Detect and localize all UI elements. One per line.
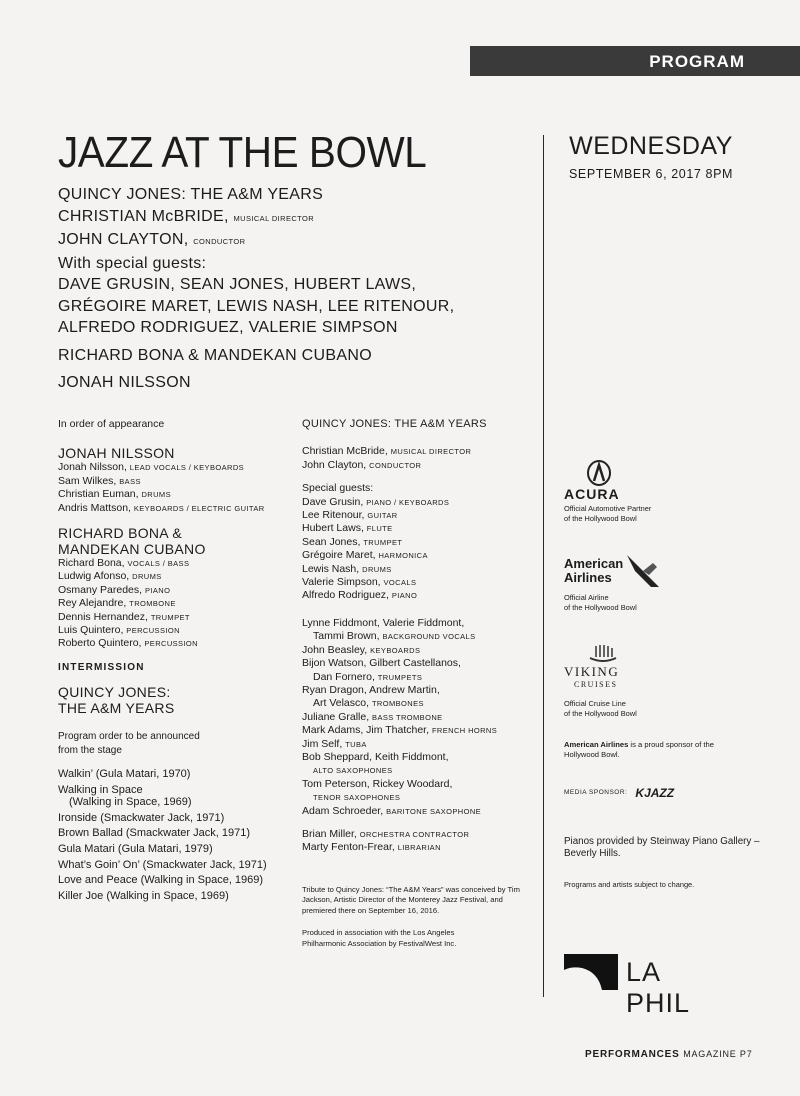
- list-item: Lee Ritenour, GUITAR: [302, 509, 398, 522]
- list-item: (Walking in Space, 1969): [69, 796, 192, 809]
- list-item: Bob Sheppard, Keith Fiddmont,: [302, 750, 449, 763]
- page-footer: [585, 1049, 753, 1060]
- aa-sponsor-note: American Airlines is a proud sponsor of the Hollywood Bowl.: [564, 740, 714, 759]
- list-item: Valerie Simpson, VOCALS: [302, 576, 417, 589]
- list-item: Brian Miller, ORCHESTRA CONTRACTOR: [302, 827, 470, 840]
- list-item: Ryan Dragon, Andrew Martin,: [302, 683, 440, 696]
- magazine-name: PERFORMANCES: [585, 1049, 680, 1060]
- list-item: Sean Jones, TRUMPET: [302, 535, 403, 548]
- acura-icon: [586, 460, 764, 489]
- setlist: [58, 767, 288, 904]
- headline-guests-intro: With special guests:: [58, 254, 207, 272]
- acura-logo: ACURA: [564, 486, 620, 502]
- headline-mcbride: [58, 206, 528, 230]
- list-item: Hubert Laws, FLUTE: [302, 522, 393, 535]
- aa-logo: American Airlines: [564, 556, 624, 585]
- subject-note: Programs and artists subject to change.: [564, 880, 695, 889]
- viking-text: of the Hollywood Bowl: [564, 709, 637, 718]
- guests-list: [302, 496, 534, 603]
- list-item: Osmany Paredes, PIANO: [58, 583, 171, 596]
- list-item: Dan Fornero, TRUMPETS: [313, 670, 423, 683]
- aa-text: of the Hollywood Bowl: [564, 603, 637, 612]
- viking-logo: VIKING CRUISES: [564, 664, 620, 689]
- la-phil-logo: [562, 950, 732, 1018]
- list-item: Luis Quintero, PERCUSSION: [58, 624, 180, 637]
- list-item: Gula Matari (Gula Matari, 1979): [58, 843, 213, 856]
- list-item: Ironside (Smackwater Jack, 1971): [58, 811, 225, 824]
- list-item: Adam Schroeder, BARITONE SAXOPHONE: [302, 804, 482, 817]
- band-list: [302, 617, 534, 818]
- page-number: MAGAZINE P7: [683, 1049, 753, 1059]
- list-item: Dave Grusin, PIANO / KEYBOARDS: [302, 495, 450, 508]
- list-item: ALTO SAXOPHONES: [313, 766, 393, 776]
- la-phil-mark-icon: [562, 950, 620, 994]
- section-banner: [470, 46, 800, 76]
- list-item: John Beasley, KEYBOARDS: [302, 643, 421, 656]
- list-item: John Clayton, CONDUCTOR: [302, 458, 422, 471]
- list-item: Christian Euman, DRUMS: [58, 488, 171, 501]
- list-item: Art Velasco, TROMBONES: [313, 697, 424, 710]
- acura-text: Official Automotive Partner: [564, 504, 652, 513]
- list-item: Marty Fenton-Frear, LIBRARIAN: [302, 841, 441, 854]
- nilsson-members: [58, 461, 288, 515]
- column-divider: [543, 135, 544, 997]
- list-item: Christian McBride, MUSICAL DIRECTOR: [302, 445, 472, 458]
- list-item: Tom Peterson, Rickey Woodard,: [302, 777, 453, 790]
- pianos-note: Pianos provided by Steinway Piano Gallery – Beverly Hills.: [564, 836, 760, 859]
- program-note-2: from the stage: [58, 744, 122, 756]
- nilsson-heading: JONAH NILSSON: [58, 445, 175, 462]
- list-item: Killer Joe (Walking in Space, 1969): [58, 889, 229, 902]
- concert-day: WEDNESDAY: [569, 132, 733, 160]
- clayton-role: CONDUCTOR: [193, 237, 246, 246]
- tribute-note: Tribute to Quincy Jones: “The A&M Years” was conceived by Tim Jackson, Artistic Director of the Monterey Jazz Festival, and premiered there on September 16, 2016.: [302, 884, 520, 915]
- list-item: Roberto Quintero, PERCUSSION: [58, 637, 198, 650]
- list-item: What’s Goin’ On’ (Smackwater Jack, 1971): [58, 858, 267, 871]
- list-item: Andris Mattson, KEYBOARDS / ELECTRIC GUITAR: [58, 501, 265, 514]
- headline-act-bona: RICHARD BONA & MANDEKAN CUBANO: [58, 346, 372, 364]
- middle-column: [302, 418, 534, 949]
- guests-label: Special guests:: [302, 482, 374, 495]
- headline-block: [58, 184, 528, 394]
- viking-text: Official Cruise Line: [564, 699, 626, 708]
- sponsor-viking: [564, 642, 764, 719]
- acura-text: of the Hollywood Bowl: [564, 514, 637, 523]
- list-item: Grégoire Maret, HARMONICA: [302, 549, 428, 562]
- mcbride-name: CHRISTIAN McBRIDE,: [58, 207, 229, 225]
- headline-clayton: [58, 229, 528, 253]
- viking-ship-icon: [588, 642, 764, 665]
- list-item: Tammi Brown, BACKGROUND VOCALS: [313, 630, 476, 643]
- qj-heading-1: QUINCY JONES:: [58, 684, 171, 701]
- kjazz-logo: KJAZZ: [635, 786, 675, 801]
- list-item: Jonah Nilsson, LEAD VOCALS / KEYBOARDS: [58, 461, 245, 474]
- la-phil-wordmark: LA PHIL: [626, 957, 691, 1018]
- list-item: Brown Ballad (Smackwater Jack, 1971): [58, 827, 250, 840]
- concert-date: SEPTEMBER 6, 2017 8PM: [568, 167, 734, 181]
- list-item: Alfredo Rodriguez, PIANO: [302, 589, 418, 602]
- mcbride-role: MUSICAL DIRECTOR: [233, 213, 315, 223]
- program-note-1: Program order to be announced: [58, 731, 200, 743]
- bona-heading-1: RICHARD BONA &: [58, 525, 182, 542]
- bona-members: [58, 557, 288, 651]
- headline-show: QUINCY JONES: THE A&M YEARS: [58, 186, 324, 203]
- list-item: Walkin’ (Gula Matari, 1970): [58, 768, 191, 781]
- aa-flight-symbol-icon: [621, 553, 661, 589]
- page-title: JAZZ AT THE BOWL: [58, 128, 427, 177]
- headline-act-nilsson: JONAH NILSSON: [58, 374, 191, 391]
- media-sponsor: [564, 786, 764, 801]
- clayton-name: JOHN CLAYTON,: [58, 231, 189, 248]
- intermission-label: INTERMISSION: [58, 661, 145, 673]
- headline-guests-2: GRÉGOIRE MARET, LEWIS NASH, LEE RITENOUR,: [58, 297, 455, 315]
- list-item: Ludwig Afonso, DRUMS: [58, 570, 162, 583]
- list-item: Walking in Space: [58, 783, 143, 796]
- headline-guests-3: ALFREDO RODRIGUEZ, VALERIE SIMPSON: [58, 319, 398, 336]
- list-item: Rey Alejandre, TROMBONE: [58, 597, 176, 610]
- bona-heading-2: MANDEKAN CUBANO: [58, 541, 206, 558]
- sponsor-acura: [564, 460, 764, 524]
- aa-text: Official Airline: [564, 593, 609, 602]
- list-item: Lynne Fiddmont, Valerie Fiddmont,: [302, 616, 465, 629]
- list-item: Lewis Nash, DRUMS: [302, 562, 392, 575]
- date-block: [556, 132, 746, 181]
- produced-note: Produced in association with the Los Angeles Philharmonic Association by FestivalWest Inc.: [302, 928, 457, 948]
- list-item: Jim Self, TUBA: [302, 737, 367, 750]
- list-item: Juliane Gralle, BASS TROMBONE: [302, 710, 443, 723]
- headline-guests-1: DAVE GRUSIN, SEAN JONES, HUBERT LAWS,: [58, 276, 417, 293]
- list-item: TENOR SAXOPHONES: [313, 793, 401, 803]
- media-label: MEDIA SPONSOR:: [564, 789, 628, 797]
- list-item: Richard Bona, VOCALS / BASS: [58, 557, 190, 570]
- list-item: Sam Wilkes, BASS: [58, 474, 141, 487]
- mid-heading: QUINCY JONES: THE A&M YEARS: [302, 418, 487, 430]
- sponsor-american-airlines: [564, 557, 764, 613]
- list-item: Love and Peace (Walking in Space, 1969): [58, 874, 264, 887]
- list-item: Bijon Watson, Gilbert Castellanos,: [302, 657, 461, 670]
- list-item: Dennis Hernandez, TRUMPET: [58, 610, 190, 623]
- left-column: [58, 418, 288, 904]
- order-note: In order of appearance: [58, 418, 165, 430]
- list-item: Mark Adams, Jim Thatcher, FRENCH HORNS: [302, 724, 498, 737]
- qj-heading-2: THE A&M YEARS: [58, 700, 175, 717]
- banner-label: PROGRAM: [649, 52, 745, 71]
